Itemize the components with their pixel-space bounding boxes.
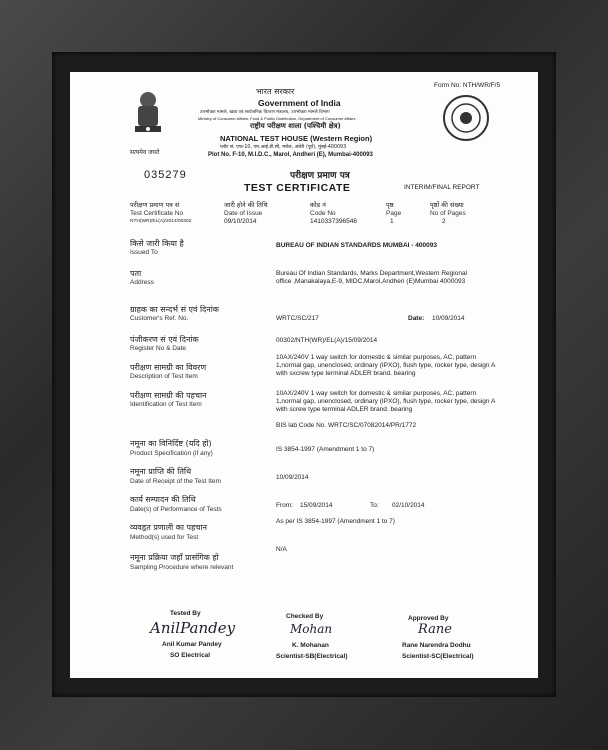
approved-by-designation: Scientist-SC(Electrical) bbox=[402, 653, 474, 660]
performance-to: 02/10/2014 bbox=[392, 502, 425, 509]
issued-to-value: BUREAU OF INDIAN STANDARDS MUMBAI - 400093 bbox=[276, 242, 437, 249]
register-no-hindi: पंजीकरण सं एवं दिनांक bbox=[130, 335, 199, 344]
code-label: Code No bbox=[310, 210, 336, 217]
customer-ref-value: WRTC/SC/217 bbox=[276, 315, 319, 322]
approved-by-name: Rane Narendra Dodhu bbox=[402, 642, 471, 649]
product-spec-hindi: नमूना का विनिर्दिष्ट (यदि हो) bbox=[130, 439, 212, 448]
register-no-label: Register No & Date bbox=[130, 345, 186, 352]
address-value: Bureau Of Indian Standards, Marks Department,Western Regional office ,Manakalaya,E-9, MIDC,Marol,Andheri (E)Mumbai 4000093 bbox=[276, 270, 468, 285]
national-emblem-icon bbox=[128, 88, 168, 146]
cert-no-value: NTH(WR)/EL(A)/2014/00302 bbox=[130, 219, 192, 224]
header-address: Plot No. F-10, M.I.D.C., Marol, Andheri (E), Mumbai-400093 bbox=[208, 152, 373, 158]
header-address-hindi: प्लॉट सं. एफ-10, एम.आई.डी.सी, मरोल, अंधेरी (पूर्व), मुंबई-400093 bbox=[220, 145, 347, 150]
product-spec-label: Product Specification (if any) bbox=[130, 450, 213, 457]
register-no-value: 00302/NTH(WR)/EL(A)/15/09/2014 bbox=[276, 337, 378, 344]
description-hindi: परीक्षण सामग्री का विवरण bbox=[130, 363, 207, 372]
description-label: Description of Test Item bbox=[130, 373, 198, 380]
header-hindi-govt: भारत सरकार bbox=[256, 87, 295, 96]
address-label: Address bbox=[130, 279, 154, 286]
bis-lab-code: BIS lab Code No. WRTC/SC/07082014/PR/1772 bbox=[276, 422, 417, 429]
certificate-paper bbox=[70, 72, 538, 678]
header-hindi-ministry: उपभोक्ता मामले, खाद्य एवं सार्वजनिक वितरण मंत्रालय, उपभोक्ता मामले विभाग bbox=[200, 110, 330, 115]
page-label: Page bbox=[386, 210, 402, 217]
performance-hindi: कार्य सम्पादन की तिथि bbox=[130, 495, 196, 504]
form-number: Form No: NTH/WR/F/5 bbox=[434, 82, 501, 89]
tested-by-name: Anil Kumar Pandey bbox=[162, 641, 222, 648]
identification-hindi: परीक्षण सामग्री की पहचान bbox=[130, 391, 207, 400]
issue-value: 09/10/2014 bbox=[224, 218, 257, 225]
tested-by-designation: SO Electrical bbox=[170, 652, 211, 659]
tested-by-role: Tested By bbox=[170, 610, 201, 617]
receipt-date-hindi: नमूना प्राप्ति की तिथि bbox=[130, 467, 192, 476]
description-value: 10AX/240V 1 way switch for domestic & similar purposes, AC, pattern 1,normal gap, unenclosed, ordinary (IPXO), flush type, rocker type, design A with sxcrew type terminal ADLER brand. bearing bbox=[276, 354, 495, 377]
sampling-label: Sampling Procedure where relevant bbox=[130, 564, 234, 571]
issue-label: Date of Issue bbox=[224, 210, 263, 217]
customer-ref-date-label: Date: bbox=[408, 315, 425, 322]
checked-by-designation: Scientist-SB(Electrical) bbox=[276, 653, 348, 660]
receipt-date-label: Date of Receipt of the Test Item bbox=[130, 478, 221, 485]
issued-to-hindi: किसे जारी किया है bbox=[130, 239, 184, 248]
method-value: As per IS 3854-1997 (Amendment 1 to 7) bbox=[276, 518, 395, 525]
sampling-value: N/A bbox=[276, 546, 287, 553]
code-value: 1410337396546 bbox=[310, 218, 357, 225]
approved-by-signature: Rane bbox=[418, 622, 452, 637]
report-type: INTERIM/FINAL REPORT bbox=[404, 184, 480, 191]
identification-value: 10AX/240V 1 way switch for domestic & similar purposes, AC, pattern 1,normal gap, unenclosed, ordinary (IPXO), flush type, rocker type, design A with screw type terminal ADLER brand. bearing bbox=[276, 390, 495, 413]
cert-no-hindi: परीक्षण प्रमाण पत्र सं bbox=[130, 201, 180, 209]
customer-ref-label: Customer's Ref. No. bbox=[130, 315, 189, 322]
approved-by-role: Approved By bbox=[408, 615, 449, 622]
pages-hindi: पृष्ठों की संख्या bbox=[430, 201, 464, 209]
address-hindi: पता bbox=[130, 269, 142, 278]
performance-from: 15/09/2014 bbox=[300, 502, 333, 509]
title-hindi: परीक्षण प्रमाण पत्र bbox=[290, 171, 350, 181]
certificate-title: TEST CERTIFICATE bbox=[244, 182, 351, 194]
nth-seal-icon bbox=[442, 94, 490, 142]
header-ministry: Ministry of Consumer Affairs, Food & Public Distribution, Department of Consumer Affairs bbox=[198, 116, 356, 121]
performance-to-label: To: bbox=[370, 502, 379, 509]
emblem-motto: सत्यमेव जयते bbox=[130, 149, 160, 156]
method-label: Method(s) used for Test bbox=[130, 534, 199, 541]
sampling-hindi: नमूना प्रक्रिया जहाँ प्रासंगिक हो bbox=[130, 553, 219, 562]
checked-by-signature: Mohan bbox=[290, 622, 333, 636]
page-value: 1 bbox=[390, 218, 394, 225]
pages-value: 2 bbox=[442, 218, 446, 225]
header-nth: NATIONAL TEST HOUSE (Western Region) bbox=[220, 134, 373, 143]
performance-label: Date(s) of Performance of Tests bbox=[130, 506, 222, 513]
page-hindi: पृष्ठ bbox=[386, 201, 394, 209]
pages-label: No of Pages bbox=[430, 210, 466, 217]
cert-no-label: Test Certificate No bbox=[130, 210, 184, 217]
performance-from-label: From: bbox=[276, 502, 293, 509]
header-nth-hindi: राष्ट्रीय परीक्षण शाला (पश्चिमी क्षेत्र) bbox=[250, 122, 341, 130]
code-hindi: कोड नं bbox=[310, 201, 326, 209]
product-spec-value: IS 3854-1997 (Amendment 1 to 7) bbox=[276, 446, 375, 453]
header-govt: Government of India bbox=[258, 98, 341, 108]
checked-by-name: K. Mohanan bbox=[292, 642, 329, 649]
issue-hindi: जारी होने की तिथि bbox=[224, 201, 268, 209]
customer-ref-hindi: ग्राहक का सन्दर्भ सं एवं दिनांक bbox=[130, 305, 219, 314]
checked-by-role: Checked By bbox=[286, 613, 324, 620]
method-hindi: व्यवहृत प्रणाली का पहचान bbox=[130, 523, 207, 532]
customer-ref-date: 10/09/2014 bbox=[432, 315, 465, 322]
issued-to-label: Issued To bbox=[130, 249, 158, 256]
identification-label: Identification of Test Item bbox=[130, 401, 202, 408]
receipt-date-value: 10/09/2014 bbox=[276, 474, 309, 481]
serial-number: 035279 bbox=[144, 169, 187, 181]
tested-by-signature: AnilPandey bbox=[150, 619, 236, 637]
